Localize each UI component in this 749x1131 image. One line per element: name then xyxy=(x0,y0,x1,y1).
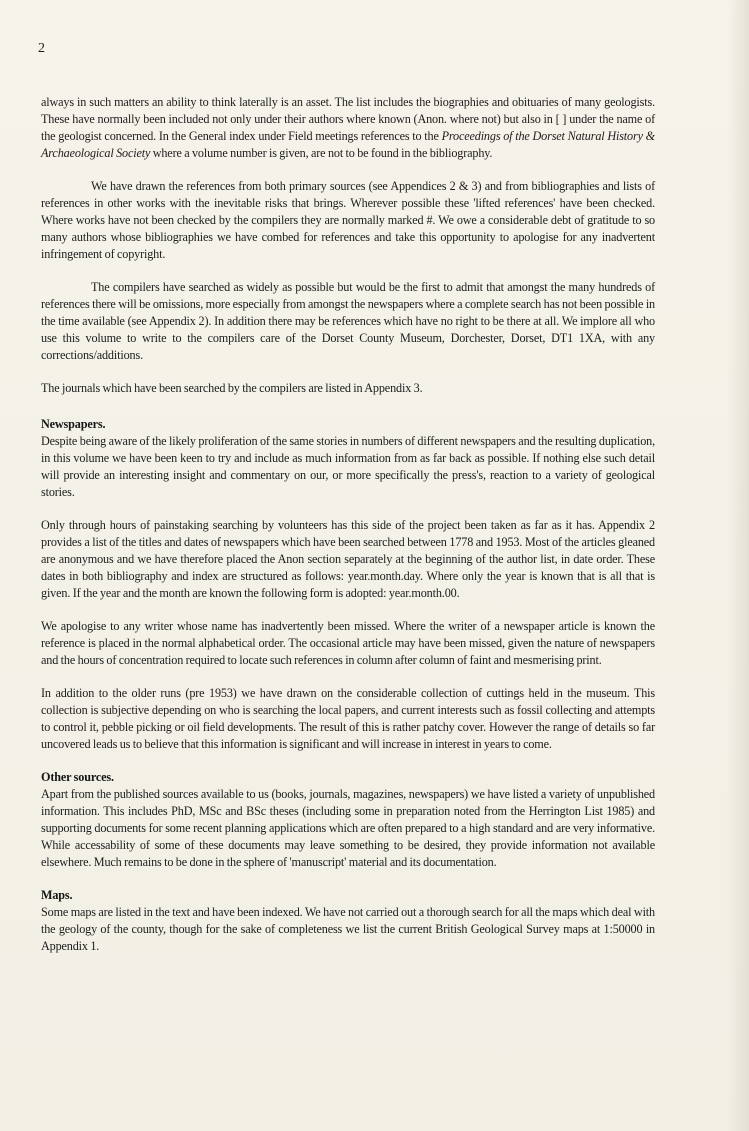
maps-heading: Maps. xyxy=(41,888,73,902)
intro-paragraph-3: The compilers have searched as widely as possible but would be the first to admit that amongst the many hundreds of references there will be omissions, more especially from amongst the newspapers where a complete search has not been possible in the time available (see Appendix 2). In addition there may be references which have no right to be there at all. We implore all who use this volume to write to the compilers care of the Dorset County Museum, Dorchester, Dorset, DT1 1XA, with any corrections/additions. xyxy=(41,280,655,362)
newspapers-section xyxy=(41,416,655,753)
page-body xyxy=(41,94,655,971)
maps-section xyxy=(41,887,655,955)
intro-paragraph-4: The journals which have been searched by the compilers are listed in Appendix 3. xyxy=(41,381,423,395)
maps-paragraph-1: Some maps are listed in the text and have been indexed. We have not carried out a thorough search for all the maps which deal with the geology of the county, though for the sake of completeness we list the current British Geological Survey maps at 1:50000 in Appendix 1. xyxy=(41,905,655,953)
newspapers-paragraph-1: Despite being aware of the likely proliferation of the same stories in numbers of different newspapers and the resulting duplication, in this volume we have been keen to try and include as much information from as far back as possible. If nothing else such detail will provide an interesting insight and commentary on our, or more specifically the press's, reaction to a variety of geological stories. xyxy=(41,434,655,499)
other-sources-heading: Other sources. xyxy=(41,770,114,784)
journal-title-italic: Proceedings of the Dorset Natural History & Archaeological Society xyxy=(41,129,655,160)
newspapers-paragraph-4: In addition to the older runs (pre 1953) we have drawn on the considerable collection of cuttings held in the museum. This collection is subjective depending on who is searching the local papers, and current interests such as fossil collecting and attempts to control it, pebble picking or oil field developments. The result of this is rather patchy cover. However the range of details so far uncovered leads us to believe that this information is significant and will increase in interest in years to come. xyxy=(41,686,655,751)
other-sources-paragraph-1: Apart from the published sources available to us (books, journals, magazines, newspapers) we have listed a variety of unpublished information. This includes PhD, MSc and BSc theses (including some in preparation noted from the Herrington List 1985) and supporting documents for some recent planning applications which are often prepared to a high standard and are very informative. While accessability of some of these documents may leave something to be desired, they provide information not available elsewhere. Much remains to be done in the sphere of 'manuscript' material and its documentation. xyxy=(41,787,655,869)
newspapers-heading: Newspapers. xyxy=(41,417,106,431)
page-number: 2 xyxy=(38,41,45,56)
intro-paragraph-1-part-a: always in such matters an ability to think laterally is an asset. The list includes the biographies and obituaries of many geologists. These have normally been included not only under their authors where known (Anon. where not) but also in [ ] under the name of the geologist concerned. In the General index under Field meetings references to the xyxy=(41,95,655,143)
intro-paragraph-2: We have drawn the references from both primary sources (see Appendices 2 & 3) and from bibliographies and lists of references in other works with the inevitable risks that brings. Wherever possible these 'lifted references' have been checked. Where works have not been checked by the compilers they are normally marked #. We owe a considerable debt of gratitude to so many authors whose bibliographies we have combed for references and take this opportunity to apologise for any inadvertent infringement of copyright. xyxy=(41,179,655,261)
other-sources-section xyxy=(41,769,655,871)
intro-paragraph-1-part-b: where a volume number is given, are not to be found in the bibliography. xyxy=(150,146,493,160)
newspapers-paragraph-3: We apologise to any writer whose name has inadvertently been missed. Where the writer of a newspaper article is known the reference is placed in the normal alphabetical order. The occasional article may have been missed, given the nature of newspapers and the hours of concentration required to locate such references in column after column of faint and mesmerising print. xyxy=(41,619,655,667)
page-edge-shadow xyxy=(727,0,749,1131)
intro-paragraph-1 xyxy=(41,94,655,162)
newspapers-paragraph-2: Only through hours of painstaking searching by volunteers has this side of the project been taken as far as it has. Appendix 2 provides a list of the titles and dates of newspapers which have been searched between 1778 and 1953. Most of the articles gleaned are anonymous and we have therefore placed the Anon section separately at the beginning of the author list, in date order. These dates in both bibliography and index are structured as follows: year.month.day. Where only the year is known that is all that is given. If the year and the month are known the following form is adopted: year.month.00. xyxy=(41,518,655,600)
